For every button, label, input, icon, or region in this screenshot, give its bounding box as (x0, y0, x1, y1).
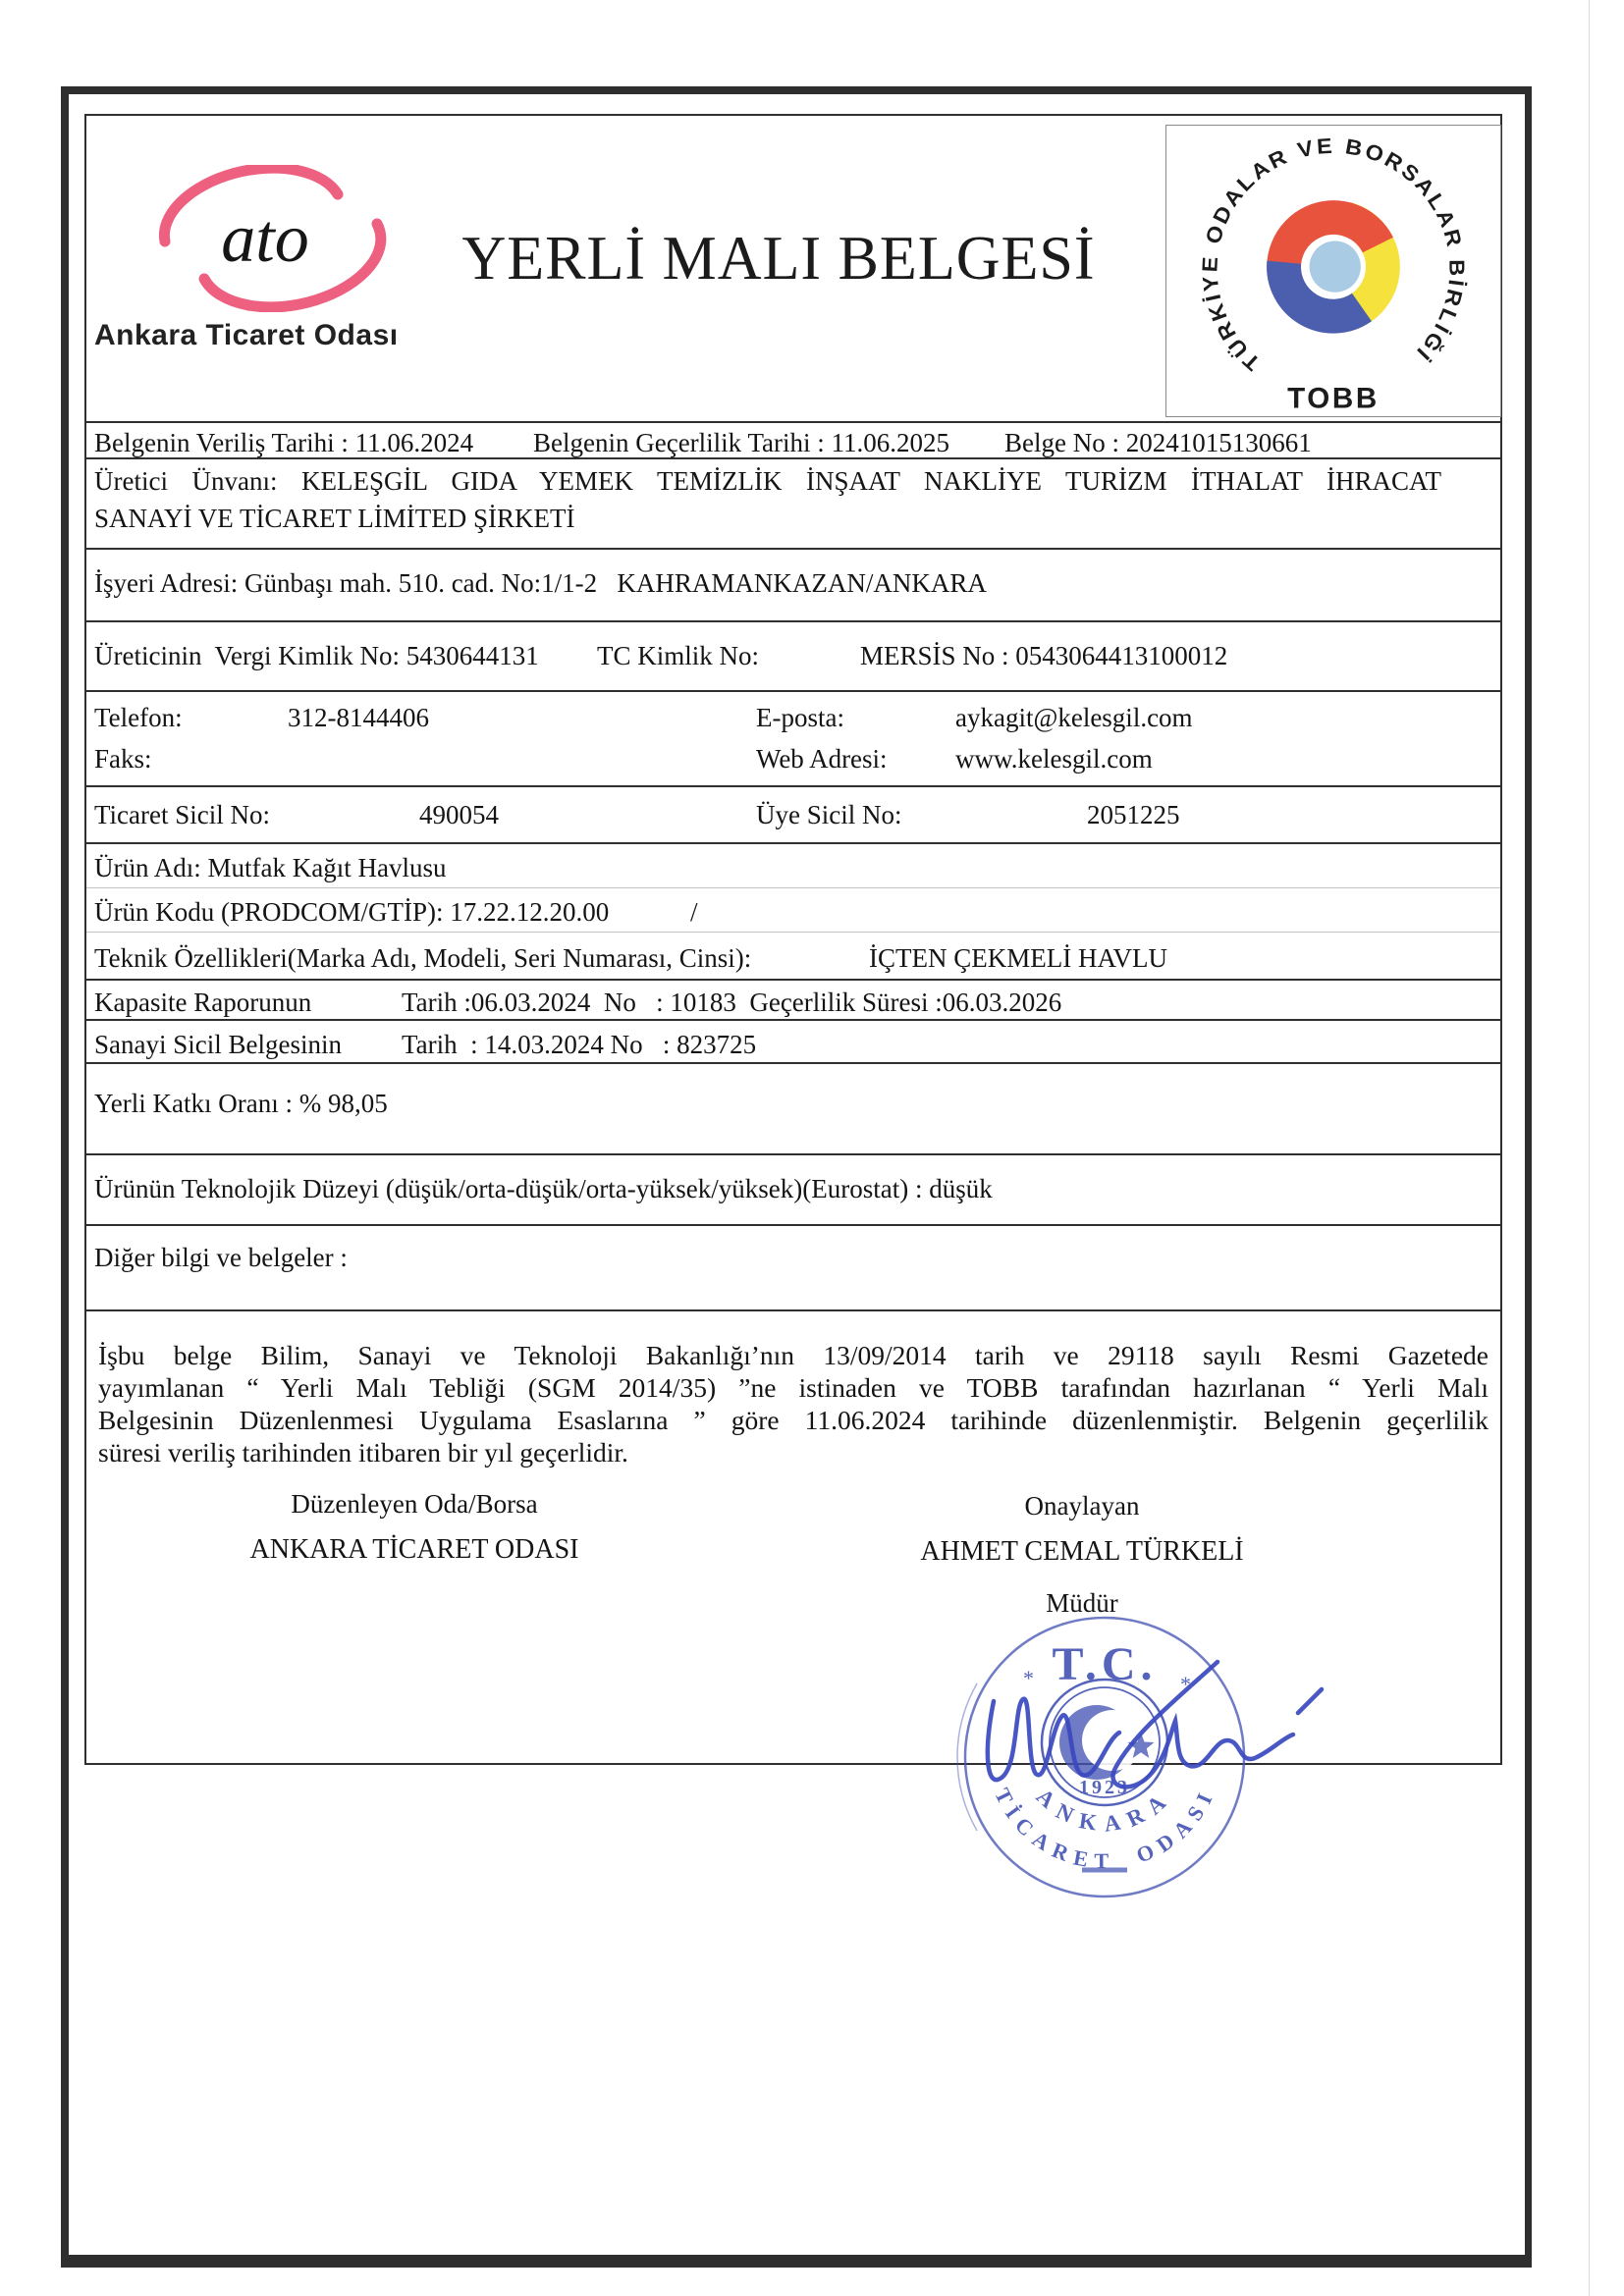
tc-id-label: TC Kimlik No: (597, 641, 760, 670)
approver-name: AHMET CEMAL TÜRKELİ (920, 1535, 1244, 1567)
page-title: YERLİ MALI BELGESİ (461, 223, 1096, 293)
product-code: Ürün Kodu (PRODCOM/GTİP): 17.22.12.20.00 (94, 897, 610, 927)
trade-reg-label: Ticaret Sicil No: (94, 800, 270, 829)
row-capacity-report (86, 981, 1500, 1021)
issuer-name: ANKARA TİCARET ODASI (249, 1533, 579, 1565)
statement-line: Belgesinin Düzenlenmesi Uygulama Esaslarına ” göre 11.06.2024 tarihinde düzenlenmiştir. Belgenin geçerlilik (98, 1405, 1489, 1435)
tech-level: Ürünün Teknolojik Düzeyi (düşük/orta-düşük/orta-yüksek/yüksek)(Eurostat) : düşük (94, 1174, 993, 1203)
issue-date: Belgenin Veriliş Tarihi : 11.06.2024 (94, 428, 474, 457)
row-address (86, 550, 1500, 622)
producer-title-line1: Üretici Ünvanı: KELEŞGİL GIDA YEMEK TEMİZLİK İNŞAAT NAKLİYE TURİZM İTHALAT İHRACAT (94, 466, 1441, 496)
industry-label: Sanayi Sicil Belgesinin (94, 1030, 342, 1059)
other-docs: Diğer bilgi ve belgeler : (94, 1243, 348, 1272)
ato-logo-icon (126, 165, 420, 312)
member-reg-label: Üye Sicil No: (756, 800, 902, 829)
tech-specs-value: İÇTEN ÇEKMELİ HAVLU (869, 943, 1167, 973)
tech-specs-label: Teknik Özellikleri(Marka Adı, Modeli, Seri Numarası, Cinsi): (94, 943, 752, 973)
stamp-star-left: * (1023, 1666, 1034, 1690)
row-other-docs (86, 1226, 1500, 1311)
stamp-tc-text: T.C. (1052, 1638, 1158, 1690)
approver-role: Müdür (1046, 1587, 1118, 1618)
statement-paragraph (86, 1311, 1500, 1468)
statement-line: yayımlanan “ Yerli Malı Tebliği (SGM 2014/35) ”ne istinaden ve TOBB tarafından hazırlanan “ Yerli Malı (98, 1372, 1489, 1403)
tobb-ring-text: TÜRKİYE ODALAR VE BORSALAR BİRLİĞİ (1197, 133, 1470, 376)
tobb-logo-icon (1166, 126, 1500, 416)
capacity-value: Tarih :06.03.2024 No : 10183 Geçerlilik Süresi :06.03.2026 (402, 988, 1062, 1017)
row-product-name (86, 844, 1500, 888)
row-tech-level (86, 1155, 1500, 1226)
ato-caption: Ankara Ticaret Odası (94, 319, 399, 351)
row-local-content (86, 1064, 1500, 1155)
row-tech-specs (86, 933, 1500, 981)
local-content-ratio: Yerli Katkı Oranı : % 98,05 (94, 1089, 388, 1118)
producer-title-line2: SANAYİ VE TİCARET LİMİTED ŞİRKETİ (94, 503, 575, 533)
member-reg-value: 2051225 (1087, 800, 1180, 829)
row-registry (86, 787, 1500, 844)
stamp-ankara-arc: ANKARA (1031, 1784, 1178, 1837)
issuer-title: Düzenleyen Oda/Borsa (291, 1489, 538, 1519)
tobb-center-dot (1310, 241, 1361, 293)
certificate-table (84, 114, 1502, 1765)
industry-value: Tarih : 14.03.2024 No : 823725 (402, 1030, 757, 1059)
stamp-odasi-arc: ODASI (1132, 1782, 1220, 1868)
email-value: aykagit@kelesgil.com (955, 703, 1193, 732)
fax-label: Faks: (94, 744, 152, 774)
tobb-logo-box (1165, 125, 1501, 417)
product-code-slash: / (690, 897, 698, 927)
phone-label: Telefon: (94, 703, 183, 732)
workplace-address: İşyeri Adresi: Günbaşı mah. 510. cad. No:1/1-2 KAHRAMANKAZAN/ANKARA (94, 568, 987, 598)
approver-title: Onaylayan (1024, 1491, 1140, 1521)
row-industry-registry (86, 1021, 1500, 1064)
row-product-code (86, 888, 1500, 933)
stamp-year: 1923 (1079, 1777, 1130, 1798)
stamp-ticaret-arc: TİCARET (990, 1784, 1117, 1874)
statement-line: süresi veriliş tarihinden itibaren bir yıl geçerlidir. (98, 1437, 628, 1468)
row-producer-ids (86, 622, 1500, 692)
doc-no: Belge No : 20241015130661 (1004, 428, 1312, 457)
tobb-label: TOBB (1287, 382, 1380, 415)
row-producer-title (86, 459, 1500, 550)
web-value: www.kelesgil.com (955, 744, 1153, 774)
certificate-header (86, 116, 1500, 423)
mersis-no: MERSİS No : 0543064413100012 (860, 641, 1228, 670)
tax-id: Üreticinin Vergi Kimlik No: 5430644131 (94, 641, 539, 670)
scan-page-edge (1589, 0, 1590, 2296)
product-name: Ürün Adı: Mutfak Kağıt Havlusu (94, 853, 447, 882)
official-stamp (923, 1585, 1345, 1929)
web-label: Web Adresi: (756, 744, 888, 774)
stamp-star-right: * (1180, 1672, 1191, 1696)
trade-reg-value: 490054 (419, 800, 499, 829)
row-contact (86, 692, 1500, 787)
ato-logo-text: ato (221, 201, 309, 277)
ato-logo (94, 165, 420, 352)
row-dates (86, 423, 1500, 459)
capacity-label: Kapasite Raporunun (94, 988, 312, 1017)
valid-date: Belgenin Geçerlilik Tarihi : 11.06.2025 (533, 428, 950, 457)
phone-value: 312-8144406 (288, 703, 429, 732)
email-label: E-posta: (756, 703, 844, 732)
statement-line: İşbu belge Bilim, Sanayi ve Teknoloji Bakanlığı’nın 13/09/2014 tarih ve 29118 sayılı Resmi Gazetede (98, 1340, 1489, 1370)
issuer-signature-block (218, 1488, 611, 1567)
